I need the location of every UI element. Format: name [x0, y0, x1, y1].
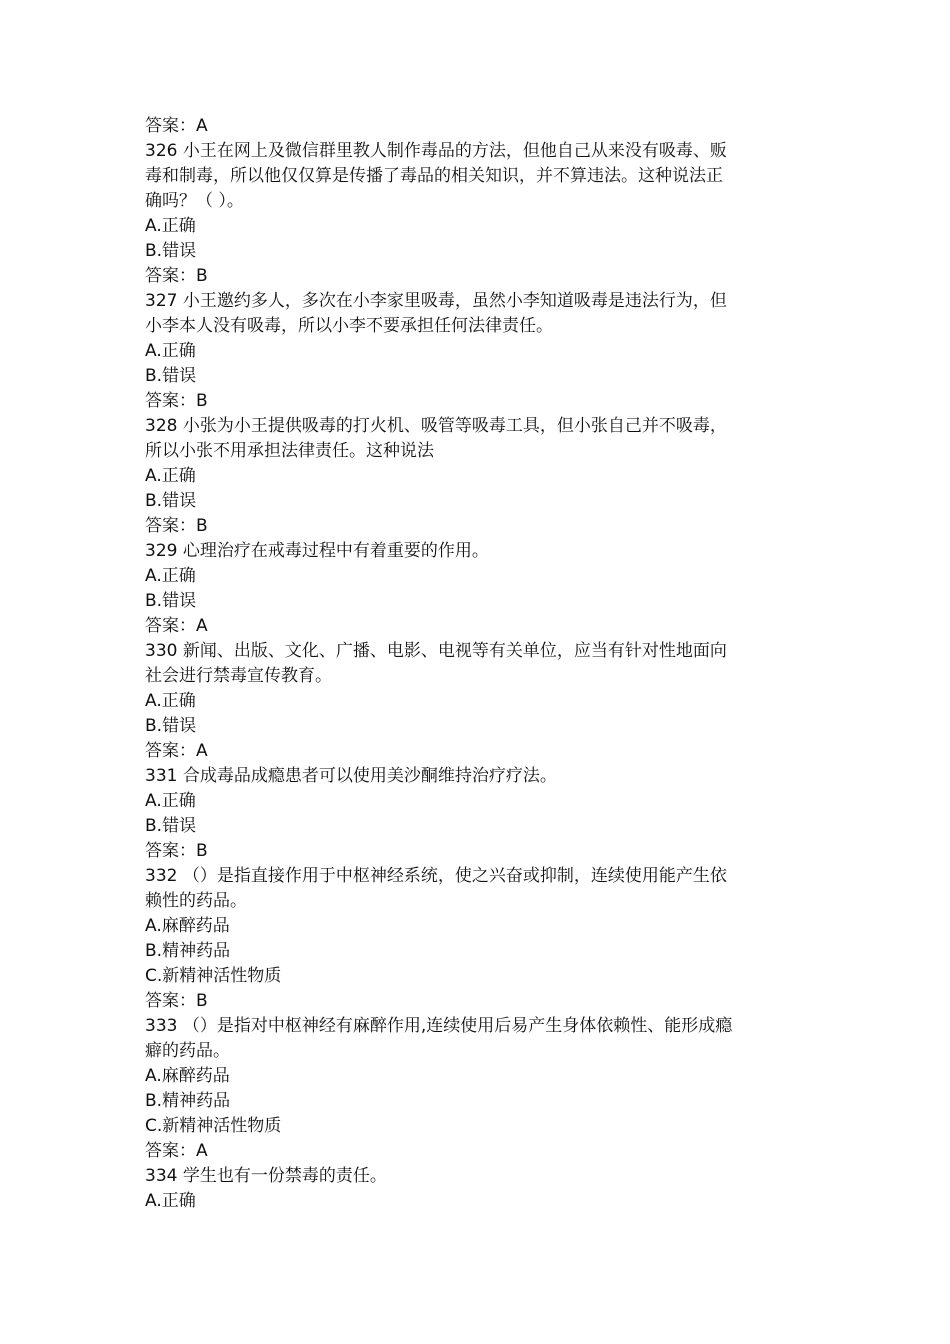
answer-line: 答案：A	[145, 1141, 208, 1161]
answer-line: 答案：A	[145, 116, 208, 136]
question-326-line-1: 326 小王在网上及微信群里教人制作毒品的方法，但他自己从来没有吸毒、贩	[145, 141, 727, 161]
option-b: B.精神药品	[145, 941, 231, 961]
option-a: A.麻醉药品	[145, 916, 230, 936]
option-a: A.正确	[145, 216, 196, 236]
question-333-line-1: 333 （）是指对中枢神经有麻醉作用,连续使用后易产生身体依赖性、能形成瘾	[145, 1016, 733, 1036]
question-326-line-2: 毒和制毒，所以他仅仅算是传播了毒品的相关知识，并不算违法。这种说法正	[145, 166, 723, 186]
question-330-line-1: 330 新闻、出版、文化、广播、电影、电视等有关单位，应当有针对性地面向	[145, 641, 727, 661]
answer-line: 答案：A	[145, 616, 208, 636]
answer-line: 答案：B	[145, 266, 208, 286]
option-b: B.错误	[145, 366, 197, 386]
option-b: B.错误	[145, 241, 197, 261]
answer-line: 答案：B	[145, 391, 208, 411]
question-331-line-1: 331 合成毒品成瘾患者可以使用美沙酮维持治疗疗法。	[145, 766, 557, 786]
question-328-line-1: 328 小张为小王提供吸毒的打火机、吸管等吸毒工具，但小张自己并不吸毒，	[145, 416, 727, 436]
question-327-line-2: 小李本人没有吸毒，所以小李不要承担任何法律责任。	[145, 316, 553, 336]
option-a: A.正确	[145, 466, 196, 486]
option-b: B.错误	[145, 491, 197, 511]
question-327-line-1: 327 小王邀约多人，多次在小李家里吸毒，虽然小李知道吸毒是违法行为，但	[145, 291, 727, 311]
option-a: A.麻醉药品	[145, 1066, 230, 1086]
option-a: A.正确	[145, 566, 196, 586]
option-b: B.错误	[145, 816, 197, 836]
option-c: C.新精神活性物质	[145, 966, 282, 986]
option-a: A.正确	[145, 1191, 196, 1211]
question-332-line-2: 赖性的药品。	[145, 891, 247, 911]
answer-line: 答案：B	[145, 841, 208, 861]
option-b: B.精神药品	[145, 1091, 231, 1111]
option-b: B.错误	[145, 591, 197, 611]
option-a: A.正确	[145, 341, 196, 361]
question-328-line-2: 所以小张不用承担法律责任。这种说法	[145, 441, 434, 461]
option-c: C.新精神活性物质	[145, 1116, 282, 1136]
option-b: B.错误	[145, 716, 197, 736]
question-326-line-3: 确吗？（ ）。	[145, 191, 244, 211]
answer-line: 答案：B	[145, 991, 208, 1011]
question-330-line-2: 社会进行禁毒宣传教育。	[145, 666, 332, 686]
question-list	[145, 114, 805, 1214]
option-a: A.正确	[145, 791, 196, 811]
option-a: A.正确	[145, 691, 196, 711]
question-333-line-2: 癖的药品。	[145, 1041, 230, 1061]
question-329-line-1: 329 心理治疗在戒毒过程中有着重要的作用。	[145, 541, 489, 561]
question-334-line-1: 334 学生也有一份禁毒的责任。	[145, 1166, 387, 1186]
answer-line: 答案：A	[145, 741, 208, 761]
question-332-line-1: 332 （）是指直接作用于中枢神经系统，使之兴奋或抑制，连续使用能产生依	[145, 866, 727, 886]
answer-line: 答案：B	[145, 516, 208, 536]
